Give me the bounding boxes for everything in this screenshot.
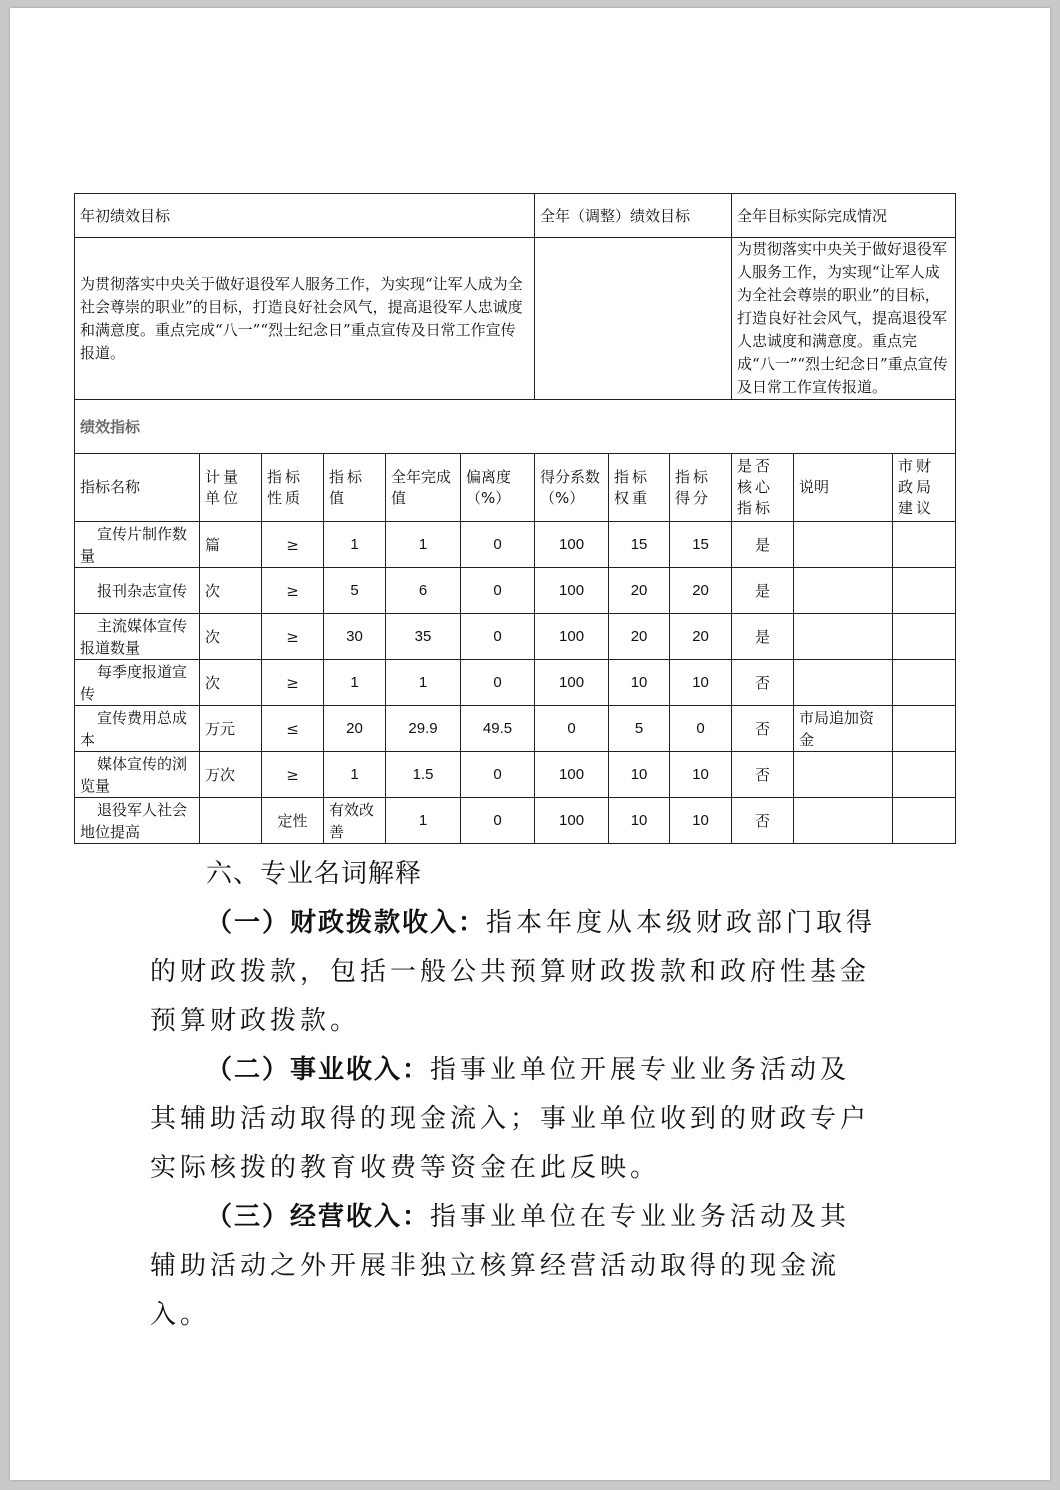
cell-deviation: 0	[461, 614, 535, 660]
cell-value: 1	[324, 660, 386, 706]
glossary-term: （二）事业收入：	[206, 1055, 431, 1085]
cell-note	[794, 522, 893, 568]
glossary-definition: 指事业单位开展专业业务活动及其辅助活动取得的现金流入；事业单位收到的财政专户实际核拨的教育收费等资金在此反映。	[150, 1055, 871, 1183]
cell-unit: 万元	[200, 706, 262, 752]
glossary-definition: 指事业单位在专业业务活动及其辅助活动之外开展非独立核算经营活动取得的现金流入。	[150, 1202, 851, 1330]
cell-bureau	[893, 752, 956, 798]
col-name: 指标名称	[75, 454, 200, 522]
cell-note	[794, 798, 893, 844]
glossary-section	[150, 850, 880, 1340]
cell-score-coef: 100	[535, 660, 609, 706]
cell-completed: 1.5	[386, 752, 461, 798]
cell-bureau	[893, 522, 956, 568]
adjusted-goal-text	[535, 238, 732, 400]
cell-score: 15	[670, 522, 732, 568]
cell-score: 10	[670, 752, 732, 798]
cell-note	[794, 752, 893, 798]
glossary-heading: 六、专业名词解释	[206, 859, 423, 889]
cell-unit: 万次	[200, 752, 262, 798]
cell-nature: ≥	[262, 614, 324, 660]
table-row	[75, 568, 956, 614]
cell-completed: 35	[386, 614, 461, 660]
cell-name: 主流媒体宣传报道数量	[75, 614, 200, 660]
table-row	[75, 706, 956, 752]
section-title: 绩效指标	[75, 400, 956, 454]
glossary-item	[150, 1193, 880, 1340]
cell-weight: 10	[609, 798, 670, 844]
table-row	[75, 798, 956, 844]
cell-completed: 1	[386, 660, 461, 706]
cell-core: 否	[732, 798, 794, 844]
cell-score-coef: 100	[535, 522, 609, 568]
table-row	[75, 752, 956, 798]
adjusted-goal-header: 全年（调整）绩效目标	[535, 194, 732, 238]
document-page	[10, 8, 1050, 1480]
column-header-row	[75, 454, 956, 522]
cell-score-coef: 100	[535, 568, 609, 614]
cell-weight: 10	[609, 752, 670, 798]
cell-value: 30	[324, 614, 386, 660]
cell-name: 退役军人社会地位提高	[75, 798, 200, 844]
cell-name: 宣传片制作数量	[75, 522, 200, 568]
cell-core: 否	[732, 706, 794, 752]
col-core: 是否核心指标	[732, 454, 794, 522]
cell-core: 否	[732, 752, 794, 798]
cell-nature: ≥	[262, 522, 324, 568]
cell-deviation: 0	[461, 522, 535, 568]
cell-name: 报刊杂志宣传	[75, 568, 200, 614]
cell-value: 20	[324, 706, 386, 752]
goal-text-row	[75, 238, 956, 400]
cell-core: 是	[732, 614, 794, 660]
col-deviation: 偏离度（%）	[461, 454, 535, 522]
cell-unit: 次	[200, 660, 262, 706]
cell-completed: 6	[386, 568, 461, 614]
col-nature: 指标性质	[262, 454, 324, 522]
col-score: 指标得分	[670, 454, 732, 522]
cell-note	[794, 660, 893, 706]
cell-value: 5	[324, 568, 386, 614]
cell-bureau	[893, 614, 956, 660]
cell-name: 媒体宣传的浏览量	[75, 752, 200, 798]
cell-bureau	[893, 660, 956, 706]
glossary-item	[150, 899, 880, 1046]
cell-value: 有效改善	[324, 798, 386, 844]
glossary-definition: 指本年度从本级财政部门取得的财政拨款，包括一般公共预算财政拨款和政府性基金预算财政拨款。	[150, 908, 877, 1036]
cell-unit	[200, 798, 262, 844]
cell-deviation: 0	[461, 798, 535, 844]
cell-weight: 15	[609, 522, 670, 568]
col-note: 说明	[794, 454, 893, 522]
cell-weight: 10	[609, 660, 670, 706]
cell-nature: ≤	[262, 706, 324, 752]
initial-goal-text: 为贯彻落实中央关于做好退役军人服务工作，为实现“让军人成为全社会尊崇的职业”的目标，打造良好社会风气，提高退役军人忠诚度和满意度。重点完成“八一”“烈士纪念日”重点宣传及日常工作宣传报道。	[75, 238, 535, 400]
cell-score: 20	[670, 614, 732, 660]
cell-value: 1	[324, 522, 386, 568]
cell-note: 市局追加资金	[794, 706, 893, 752]
cell-deviation: 0	[461, 660, 535, 706]
cell-score: 0	[670, 706, 732, 752]
col-unit: 计量单位	[200, 454, 262, 522]
cell-nature: ≥	[262, 568, 324, 614]
cell-nature: 定性	[262, 798, 324, 844]
cell-bureau	[893, 568, 956, 614]
cell-score: 10	[670, 660, 732, 706]
glossary-term: （三）经营收入：	[206, 1202, 431, 1232]
cell-score: 10	[670, 798, 732, 844]
cell-score-coef: 100	[535, 798, 609, 844]
cell-weight: 5	[609, 706, 670, 752]
cell-unit: 次	[200, 568, 262, 614]
cell-weight: 20	[609, 614, 670, 660]
cell-unit: 次	[200, 614, 262, 660]
cell-unit: 篇	[200, 522, 262, 568]
col-weight: 指标权重	[609, 454, 670, 522]
table-row	[75, 660, 956, 706]
table-row	[75, 614, 956, 660]
cell-completed: 1	[386, 522, 461, 568]
cell-core: 是	[732, 522, 794, 568]
col-value: 指标值	[324, 454, 386, 522]
cell-nature: ≥	[262, 660, 324, 706]
actual-goal-text: 为贯彻落实中央关于做好退役军人服务工作，为实现“让军人成为全社会尊崇的职业”的目标，打造良好社会风气，提高退役军人忠诚度和满意度。重点完成“八一”“烈士纪念日”重点宣传及日常工作宣传报道。	[732, 238, 956, 400]
cell-deviation: 0	[461, 752, 535, 798]
section-row	[75, 400, 956, 454]
cell-completed: 29.9	[386, 706, 461, 752]
cell-core: 否	[732, 660, 794, 706]
table-row	[75, 522, 956, 568]
cell-bureau	[893, 798, 956, 844]
cell-nature: ≥	[262, 752, 324, 798]
cell-completed: 1	[386, 798, 461, 844]
cell-deviation: 0	[461, 568, 535, 614]
cell-core: 是	[732, 568, 794, 614]
cell-score-coef: 100	[535, 614, 609, 660]
cell-value: 1	[324, 752, 386, 798]
cell-deviation: 49.5	[461, 706, 535, 752]
col-bureau: 市财政局建议	[893, 454, 956, 522]
cell-score-coef: 100	[535, 752, 609, 798]
cell-note	[794, 614, 893, 660]
glossary-term: （一）财政拨款收入：	[206, 908, 487, 938]
cell-note	[794, 568, 893, 614]
actual-goal-header: 全年目标实际完成情况	[732, 194, 956, 238]
performance-table	[74, 193, 956, 844]
cell-score: 20	[670, 568, 732, 614]
col-score-coef: 得分系数（%）	[535, 454, 609, 522]
goal-header-row	[75, 194, 956, 238]
cell-name: 宣传费用总成本	[75, 706, 200, 752]
glossary-item	[150, 1046, 880, 1193]
cell-name: 每季度报道宣传	[75, 660, 200, 706]
cell-weight: 20	[609, 568, 670, 614]
cell-bureau	[893, 706, 956, 752]
cell-score-coef: 0	[535, 706, 609, 752]
col-completed: 全年完成值	[386, 454, 461, 522]
initial-goal-header: 年初绩效目标	[75, 194, 535, 238]
